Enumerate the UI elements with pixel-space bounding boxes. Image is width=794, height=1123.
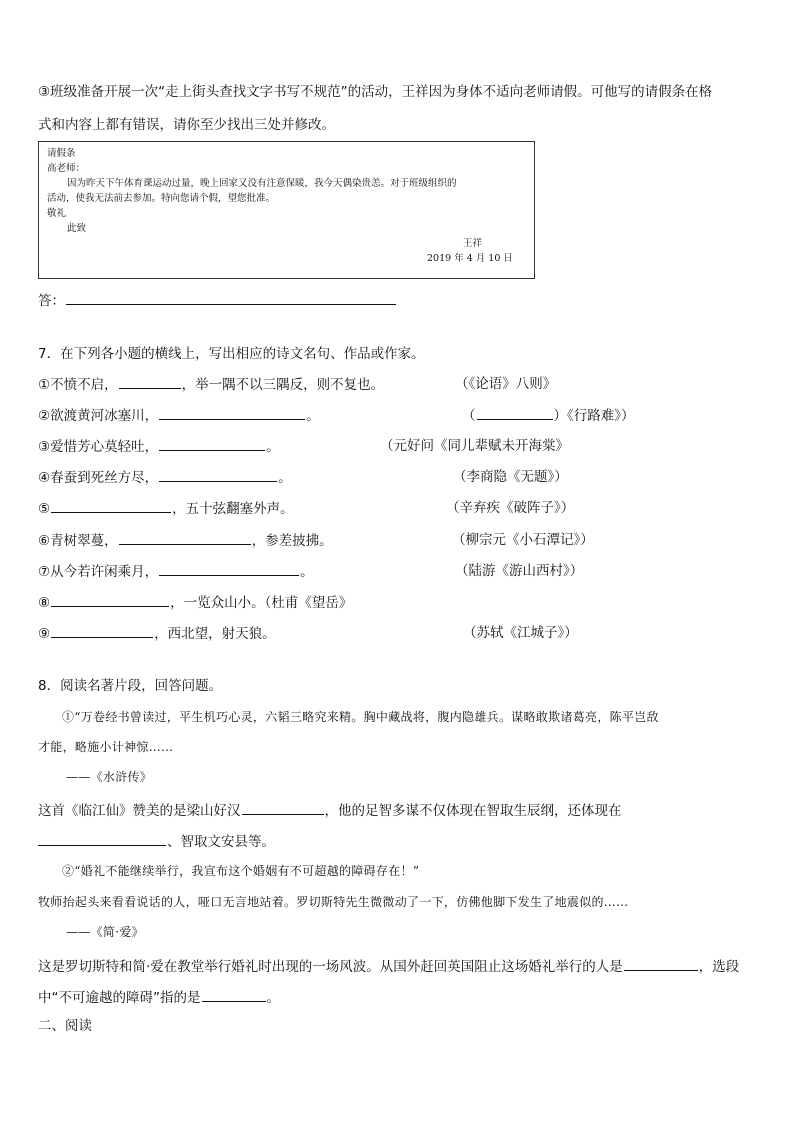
excerpt-1-source: ——《水浒传》 [66,770,153,784]
q7-item-2-blank[interactable] [159,405,305,420]
section-2-heading: 二、阅读 [38,1018,92,1034]
q7-item-5-post: ，五十弦翻塞外声。 [172,501,294,517]
excerpt-1-hero-blank[interactable] [242,800,324,815]
excerpt-2-question-line2 [38,987,280,1008]
excerpt-1-question-text: 这首《临江仙》赞美的是梁山好汉 [38,803,241,819]
excerpt-2-question-text-b: ，选段 [698,959,740,975]
q7-item-7 [38,561,314,582]
q7-item-5-blank[interactable] [51,498,171,513]
q7-item-7-source: （陆游《游山西村》） [455,563,584,579]
excerpt-2-person-blank[interactable] [624,956,698,971]
answer-line [38,290,397,311]
q7-item-6-blank[interactable] [119,530,251,545]
q7-item-1 [38,374,384,395]
question-6-3-line1: ③班级准备开展一次“走上街头查找文字书写不规范”的活动，王祥因为身体不适向老师请假。可他写的请假条在格 [38,84,713,100]
question-8-heading: 8．阅读名著片段，回答问题。 [38,678,223,694]
q7-item-5 [38,498,294,519]
q7-item-6 [38,530,333,551]
q7-item-6-pre: ⑥青树翠蔓， [38,533,118,549]
q7-item-9 [38,623,276,644]
q7-item-2-author-blank[interactable] [477,405,553,420]
excerpt-2-question-text-c: 中“不可逾越的障碍”指的是 [38,990,201,1006]
excerpt-1-line1: ①“万卷经书曾读过，平生机巧心灵，六韬三略究来精。胸中藏战将，腹内隐雄兵。谋略敢欺诸葛亮，陈平岂敌 [62,710,659,724]
excerpt-2-question-line1 [38,956,739,977]
excerpt-2-line2: 牧师抬起头来看看说话的人，哑口无言地站着。罗切斯特先生微微动了一下，仿佛他脚下发生了地震似的…… [38,895,629,909]
q7-item-9-source: （苏轼《江城子》） [463,625,578,641]
q7-item-1-pre: ①不愤不启， [38,377,118,393]
note-salute: 敬礼 [47,208,67,219]
excerpt-1-question-text-c: 、智取文安县等。 [167,834,275,850]
q7-item-6-post: ，参差披拂。 [251,533,333,549]
q7-item-8-post: ，一览众山小。（杜甫《望岳》 [170,595,353,611]
q7-item-2-pre: ②欲渡黄河冰塞川， [38,408,159,424]
answer-label: 答： [38,293,65,309]
note-signature: 王祥 [463,238,483,249]
answer-blank[interactable] [66,290,396,305]
note-cizhi: 此致 [67,223,87,234]
excerpt-1-question-line2 [38,831,275,852]
q7-item-3-post: 。 [266,439,280,455]
q7-item-2-source-open: （ [462,408,476,424]
q7-item-8-pre: ⑧ [38,595,51,611]
q7-item-9-post: ，西北望，射天狼。 [154,626,276,642]
excerpt-1-question-text-b: ，他的足智多谋不仅体现在智取生辰纲，还体现在 [324,803,622,819]
q7-item-4-post: 。 [278,470,292,486]
q7-item-1-post: ，举一隅不以三隅反，则不复也。 [181,377,385,393]
q7-item-3-source: （元好问《同儿辈赋未开海棠》 [380,438,569,454]
excerpt-2-line1: ②“婚礼不能继续举行，我宣布这个婚姻有不可超越的障碍存在！” [62,864,420,878]
q7-item-8 [38,592,352,613]
note-title: 请假条 [47,148,76,159]
excerpt-1-event-blank[interactable] [38,831,166,846]
note-body-line1: 因为昨天下午体育课运动过量，晚上回家又没有注意保暖，我今天偶染贵恙。对于班级组织的 [67,178,457,189]
q7-item-9-blank[interactable] [51,623,153,638]
note-body-line2: 活动，使我无法前去参加。特向您请个假，望您批准。 [47,193,276,204]
q7-item-7-post: 。 [300,564,314,580]
q7-item-4-pre: ④春蚕到死丝方尽， [38,470,159,486]
q7-item-7-pre: ⑦从今若许闲乘月， [38,564,159,580]
question-6-3-line2: 式和内容上都有错误，请你至少找出三处并修改。 [38,117,335,133]
q7-item-5-source: （辛弃疾《破阵子》） [446,500,575,516]
excerpt-2-question-text: 这是罗切斯特和简·爱在教堂举行婚礼时出现的一场风波。从国外赶回英国阻止这场婚礼举行的人是 [38,959,623,975]
note-recipient: 高老师： [47,163,86,174]
excerpt-1-question-line1 [38,800,622,821]
q7-item-1-blank[interactable] [119,374,181,389]
q7-item-5-pre: ⑤ [38,501,51,517]
q7-item-2 [38,405,320,426]
q7-item-2-post: 。 [306,408,320,424]
q7-item-9-pre: ⑨ [38,626,51,642]
question-7-heading: 7．在下列各小题的横线上，写出相应的诗文名句、作品或作家。 [38,346,425,362]
excerpt-2-source: ——《简·爱》 [66,925,144,939]
q7-item-6-source: （柳宗元《小石潭记》） [452,532,594,548]
q7-item-3-pre: ③爱惜芳心莫轻吐， [38,439,159,455]
note-date: 2019 年 4 月 10 日 [427,253,513,264]
q7-item-4 [38,467,292,488]
q7-item-8-blank[interactable] [51,592,169,607]
q7-item-1-source: （《论语》八则》 [455,376,557,392]
excerpt-2-question-text-d: 。 [266,990,280,1006]
leave-note-box [38,141,535,279]
excerpt-2-obstacle-blank[interactable] [202,987,266,1002]
q7-item-3 [38,436,280,457]
excerpt-1-line2: 才能，略施小计神惊…… [38,740,174,754]
q7-item-2-source-close: ）《行路难》） [553,408,635,424]
q7-item-7-blank[interactable] [159,561,299,576]
q7-item-4-source: （李商隐《无题》） [453,469,568,485]
q7-item-2-source [462,405,635,426]
q7-item-3-blank[interactable] [159,436,265,451]
q7-item-4-blank[interactable] [159,467,277,482]
